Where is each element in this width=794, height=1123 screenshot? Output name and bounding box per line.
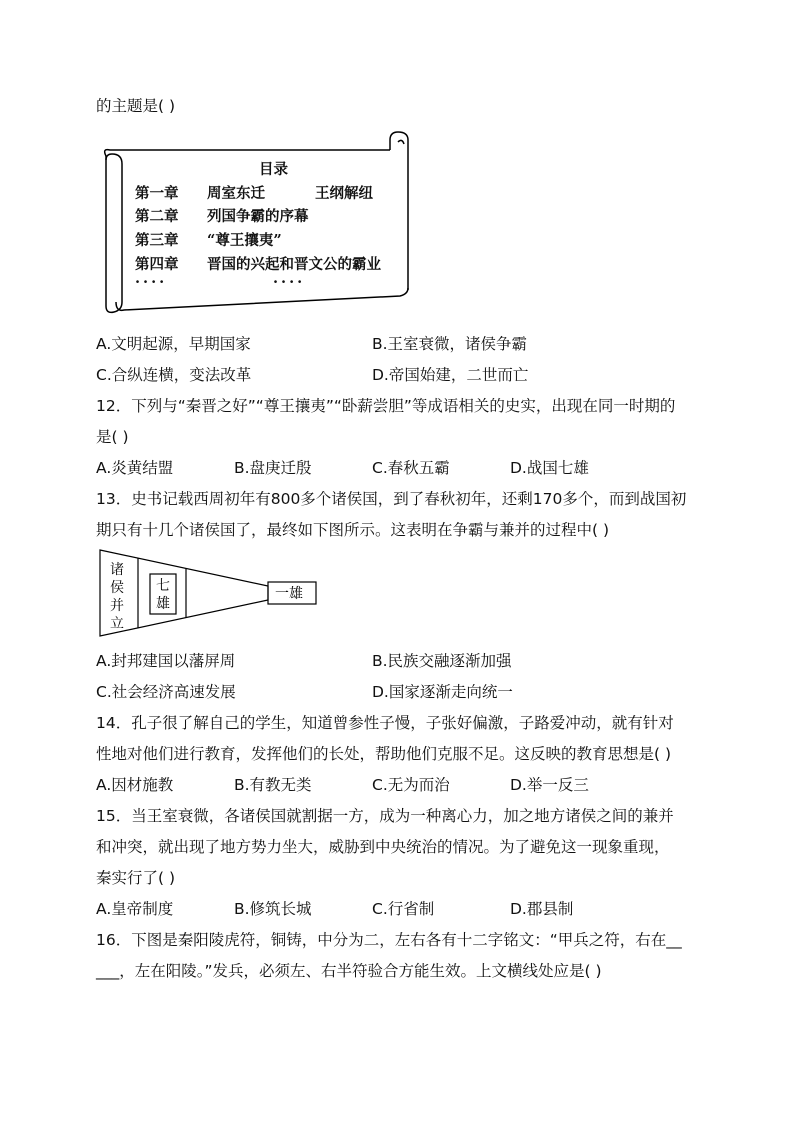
toc-row — [135, 182, 373, 203]
toc-chapter-title: “尊王攘夷” — [207, 232, 282, 249]
unification-funnel-diagram — [98, 548, 320, 638]
diagram-char: 侯 — [110, 580, 124, 596]
q16-stem-line2: ___，左在阳陵。”发兵，必须左、右半符验合方能生效。上文横线处应是( ) — [96, 962, 602, 980]
toc-chapter-title: 列国争霸的序幕 — [207, 208, 309, 225]
toc-title: 目录 — [259, 161, 288, 178]
toc-row — [135, 229, 282, 250]
q12-stem-line2: 是( ) — [96, 428, 129, 446]
q14-stem-line1: 14．孔子很了解自己的学生，知道曾参性子慢，子张好偏激，子路爱冲动，就有针对 — [96, 714, 674, 732]
q11-option-c: C.合纵连横，变法改革 — [96, 366, 252, 384]
toc-chapter-title: 周室东迁 — [207, 185, 265, 202]
toc-chapter-title: 晋国的兴起和晋文公的霸业 — [207, 256, 381, 273]
q15-stem-line3: 秦实行了( ) — [96, 869, 176, 887]
diagram-char: 立 — [110, 616, 124, 632]
q14-option-b: B.有教无类 — [234, 776, 312, 794]
diagram-char: 七 — [156, 578, 170, 594]
toc-chapter-title2: 王纲解纽 — [315, 185, 373, 202]
q13-option-c: C.社会经济高速发展 — [96, 683, 236, 701]
q14-option-d: D.举一反三 — [510, 776, 589, 794]
diagram-char: 诸 — [110, 562, 124, 578]
diagram-char: 并 — [110, 598, 124, 614]
toc-chapter-number: 第三章 — [135, 232, 179, 249]
toc-row — [135, 253, 381, 274]
q11-option-b: B.王室衰微，诸侯争霸 — [372, 335, 528, 353]
q12-option-c: C.春秋五霸 — [372, 459, 450, 477]
toc-chapter-number: 第二章 — [135, 208, 179, 225]
q15-option-a: A.皇帝制度 — [96, 900, 174, 918]
q13-option-a: A.封邦建国以藩屏周 — [96, 652, 236, 670]
toc-ellipsis-left: .... — [135, 270, 168, 287]
diagram-end-label: 一雄 — [275, 586, 303, 602]
q16-stem-line1: 16．下图是秦阳陵虎符，铜铸，中分为二，左右各有十二字铭文：“甲兵之符，右在__ — [96, 931, 682, 949]
q15-stem-line1: 15．当王室衰微，各诸侯国就割据一方，成为一种离心力，加之地方诸侯之间的兼并 — [96, 807, 674, 825]
q11-option-d: D.帝国始建，二世而亡 — [372, 366, 529, 384]
q15-option-d: D.郡县制 — [510, 900, 574, 918]
q12-option-d: D.战国七雄 — [510, 459, 589, 477]
q15-stem-line2: 和冲突，就出现了地方势力坐大，威胁到中央统治的情况。为了避免这一现象重现， — [96, 838, 670, 856]
q12-option-b: B.盘庚迁殷 — [234, 459, 312, 477]
q11-stem-tail: 的主题是( ) — [96, 97, 176, 115]
q14-option-c: C.无为而治 — [372, 776, 450, 794]
q13-option-d: D.国家逐渐走向统一 — [372, 683, 513, 701]
q15-option-c: C.行省制 — [372, 900, 435, 918]
q13-stem-line1: 13．史书记载西周初年有800多个诸侯国，到了春秋初年，还剩170多个，而到战国初 — [96, 490, 687, 508]
q12-stem-line1: 12．下列与“秦晋之好”“尊王攘夷”“卧薪尝胆”等成语相关的史实，出现在同一时期的 — [96, 397, 676, 415]
toc-row — [135, 205, 309, 226]
diagram-char: 雄 — [156, 596, 170, 612]
q13-stem-line2: 期只有十几个诸侯国了，最终如下图所示。这表明在争霸与兼并的过程中( ) — [96, 521, 610, 539]
q11-option-a: A.文明起源，早期国家 — [96, 335, 251, 353]
toc-chapter-number: 第四章 — [135, 256, 179, 273]
q12-option-a: A.炎黄结盟 — [96, 459, 174, 477]
q14-stem-line2: 性地对他们进行教育，发挥他们的长处，帮助他们克服不足。这反映的教育思想是( ) — [96, 745, 672, 763]
q14-option-a: A.因材施教 — [96, 776, 174, 794]
q13-option-b: B.民族交融逐渐加强 — [372, 652, 512, 670]
toc-ellipsis-right: .... — [273, 270, 306, 287]
q15-option-b: B.修筑长城 — [234, 900, 312, 918]
toc-chapter-number: 第一章 — [135, 185, 179, 202]
